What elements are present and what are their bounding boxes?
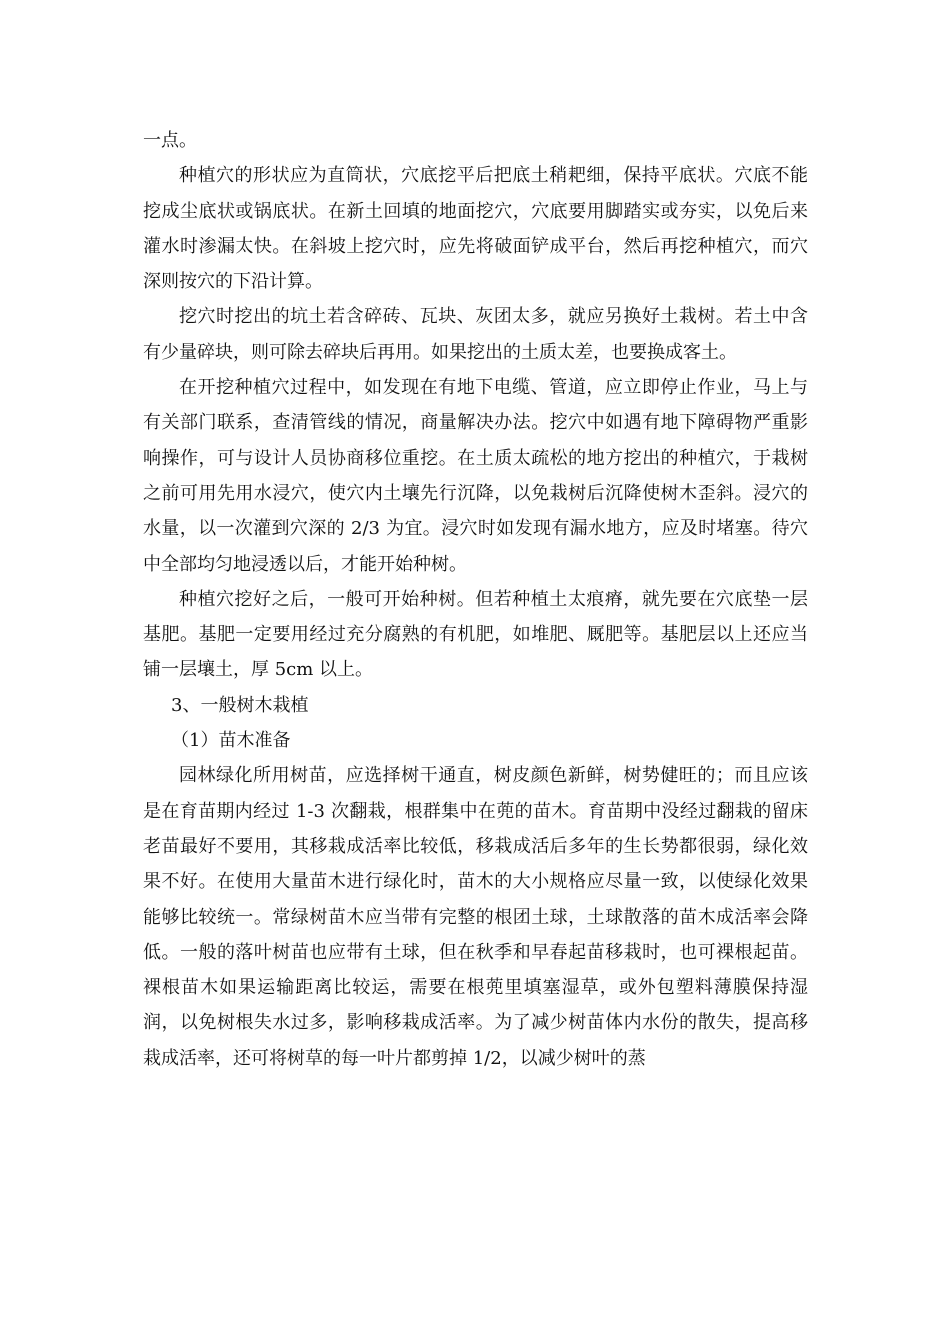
subsection-heading-seedling-preparation: （1）苗木准备 — [171, 730, 291, 752]
paragraph-soil-replacement: 挖穴时挖出的坑土若含碎砖、瓦块、灰团太多，就应另换好土栽树。若土中含有少量碎块，则可除去碎块后再用。如果挖出的土质太差，也要换成客土。 — [143, 306, 808, 363]
section-heading-tree-planting: 3、一般树木栽植 — [171, 694, 309, 716]
document-body — [143, 123, 808, 1076]
paragraph-planting-hole-shape: 种植穴的形状应为直筒状，穴底挖平后把底土稍耙细，保持平底状。穴底不能挖成尘底状或锅底状。在新土回填的地面挖穴，穴底要用脚踏实或夯实，以免后来灌水时渗漏太快。在斜坡上挖穴时，应先将破面铲成平台，然后再挖种植穴，而穴深则按穴的下沿计算。 — [143, 165, 808, 293]
paragraph-seedling-selection: 园林绿化所用树苗，应选择树干通直，树皮颜色新鲜，树势健旺的；而且应该是在育苗期内经过 1-3 次翻栽，根群集中在蔸的苗木。育苗期中没经过翻栽的留床老苗最好不要用，其移栽成活率比较低，移栽成活后多年的生长势都很弱，绿化效果不好。在使用大量苗木进行绿化时，苗木的大小规格应尽量一致，以使绿化效果能够比较统一。常绿树苗木应当带有完整的根团土球，土球散落的苗木成活率会降低。一般的落叶树苗也应带有土球，但在秋季和早春起苗移栽时，也可裸根起苗。裸根苗木如果运输距离比较运，需要在根蔸里填塞湿草，或外包塑料薄膜保持湿润，以免树根失水过多，影响移栽成活率。为了减少树苗体内水份的散失，提高移栽成活率，还可将树草的每一叶片都剪掉 1/2，以减少树叶的蒸 — [143, 765, 808, 1069]
paragraph-continuation: 一点。 — [143, 130, 197, 151]
paragraph-underground-obstacles: 在开挖种植穴过程中，如发现在有地下电缆、管道，应立即停止作业，马上与有关部门联系，查清管线的情况，商量解决办法。挖穴中如遇有地下障碍物严重影响操作，可与设计人员协商移位重挖。在土质太疏松的地方挖出的种植穴，于栽树之前可用先用水浸穴，使穴内土壤先行沉降，以免栽树后沉降使树木歪斜。浸穴的水量，以一次灌到穴深的 2/3 为宜。浸穴时如发现有漏水地方，应及时堵塞。待穴中全部均匀地浸透以后，才能开始种树。 — [143, 377, 808, 575]
paragraph-base-fertilizer: 种植穴挖好之后，一般可开始种树。但若种植土太痕瘠，就先要在穴底垫一层基肥。基肥一定要用经过充分腐熟的有机肥，如堆肥、厩肥等。基肥层以上还应当铺一层壤土，厚 5cm 以上。 — [143, 588, 808, 681]
